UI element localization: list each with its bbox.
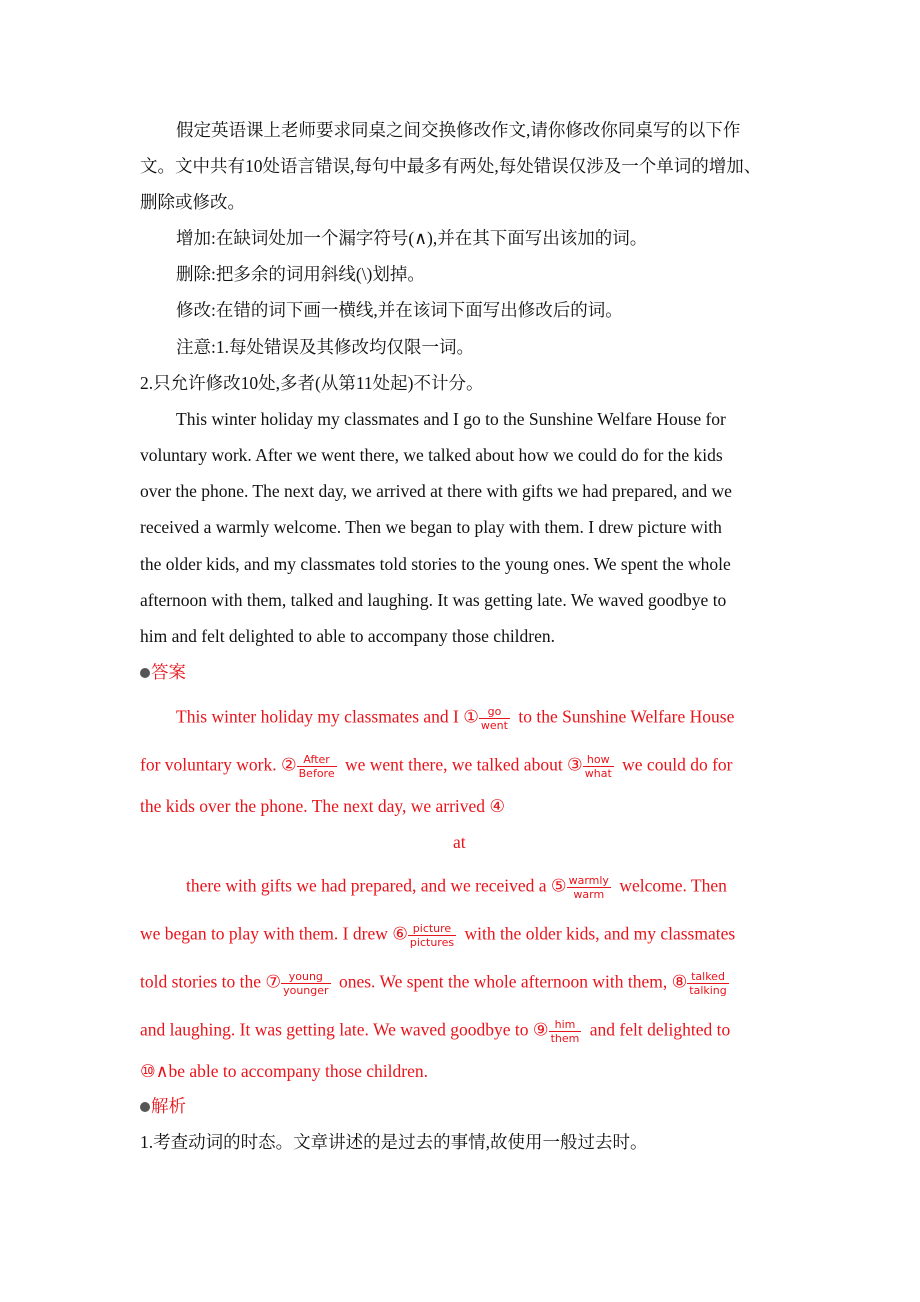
passage-line: This winter holiday my classmates and I go to the Sunshine Welfare House for [176,409,726,429]
passage-line: him and felt delighted to able to accompany those children. [140,626,556,646]
correction-4-delete: at [453,832,466,852]
instruction-text: 删除或修改。 [140,192,245,212]
passage-line: received a warmly welcome. Then we began to play with them. I drew picture with [140,517,722,537]
answer-line: ⑩∧be able to accompany those children. [140,1061,428,1081]
bullet-icon [140,1102,150,1112]
answer-line: the kids over the phone. The next day, we arrived ④ [140,796,506,816]
answer-line: told stories to the ⑦ $\frac{\text{young}}{\text{younger}}$ ones. We spent the whole afternoon with them, ⑧ $\frac{\text{talked}}{\text{talking}}$ [140,970,727,997]
correction-6: $\frac{\text{picture}}{\text{pictures}}$ [409,922,455,949]
correction-1: $\frac{go}{\text{went}}$ [480,705,508,732]
answer-line: This winter holiday my classmates and I ① $\frac{go}{\text{went}}$ to the Sunshine Welfare House [176,705,735,732]
instruction-text: 文。文中共有10处语言错误,每句中最多有两处,每处错误仅涉及一个单词的增加、 [140,156,762,176]
passage-line: the older kids, and my classmates told stories to the young ones. We spent the whole [140,554,731,574]
correction-9: $\frac{\text{him}}{\text{them}}$ [550,1018,580,1045]
correction-8: $\frac{\text{talked}}{\text{talking}}$ [689,970,727,997]
analysis-heading: 解析 [140,1095,186,1117]
bullet-icon [140,668,150,678]
instruction-add: 增加:在缺词处加一个漏字符号(∧),并在其下面写出该加的词。 [176,228,648,248]
correction-5: $\frac{\text{warmly}}{\text{warm}}$ [568,874,609,901]
answer-line: and laughing. It was getting late. We waved goodbye to ⑨ $\frac{\text{him}}{\text{them}}$ and felt delighted to [140,1018,731,1045]
passage-line: afternoon with them, talked and laughing. It was getting late. We waved goodbye to [140,590,727,610]
passage-line: over the phone. The next day, we arrived at there with gifts we had prepared, and we [140,481,732,501]
answer-heading: 答案 [140,661,186,683]
correction-3: $\frac{\text{how}}{\text{what}}$ [584,753,612,780]
passage-line: voluntary work. After we went there, we talked about how we could do for the kids [140,445,723,465]
answer-line: there with gifts we had prepared, and we received a ⑤ $\frac{\text{warmly}}{\text{warm}}$ welcome. Then [186,874,727,901]
answer-line: for voluntary work. ② $\frac{\text{After}}{\text{Before}}$ we went there, we talked about ③ $\frac{\text{how}}{\text{what}}$ we could do for [140,753,733,780]
correction-2: $\frac{\text{After}}{\text{Before}}$ [298,753,335,780]
instruction-text: 假定英语课上老师要求同桌之间交换修改作文,请你修改你同桌写的以下作 [176,120,741,140]
answer-line: we began to play with them. I drew ⑥ $\frac{\text{picture}}{\text{pictures}}$ with the older kids, and my classmates [140,922,736,949]
correction-7: $\frac{\text{young}}{\text{younger}}$ [283,970,329,997]
instruction-note: 注意:1.每处错误及其修改均仅限一词。 [176,337,474,357]
instruction-modify: 修改:在错的词下画一横线,并在该词下面写出修改后的词。 [176,300,623,320]
analysis-item: 1.考查动词的时态。文章讲述的是过去的事情,故使用一般过去时。 [140,1132,648,1152]
instruction-note: 2.只允许修改10处,多者(从第11处起)不计分。 [140,373,484,393]
instruction-delete: 删除:把多余的词用斜线(\)划掉。 [176,264,425,284]
